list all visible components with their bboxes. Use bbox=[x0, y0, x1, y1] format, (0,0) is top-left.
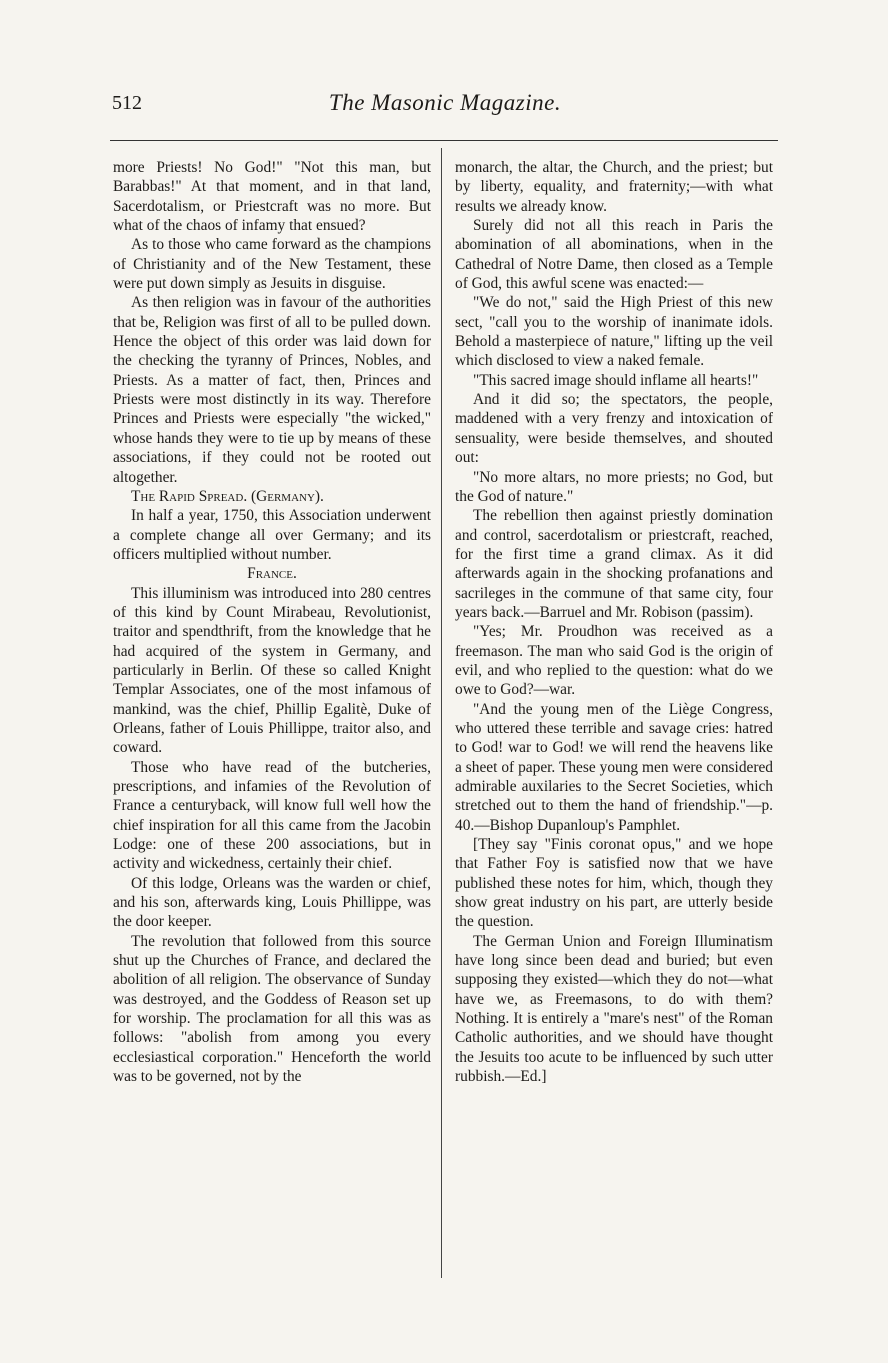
paragraph: more Priests! No God!" "Not this man, but Barabbas!" At that moment, and in that land, Sacerdotalism, or Priestcraft was no more. But what of the chaos of infamy that ensued? bbox=[113, 159, 431, 235]
paragraph: Those who have read of the butcheries, prescriptions, and infamies of the Revolution of France a centuryback, will know full well how the chief inspiration for all this came from the Jacobin Lodge: one of these 200 associations, but in activity and wickedness, certainly their chief. bbox=[113, 758, 431, 873]
paragraph: "This sacred image should inflame all hearts!" bbox=[473, 371, 759, 389]
column-divider bbox=[441, 148, 442, 1278]
paragraph: France. bbox=[247, 565, 297, 583]
paragraph: The Rapid Spread. (Germany). bbox=[131, 487, 324, 505]
left-column bbox=[113, 158, 431, 1087]
paragraph: In half a year, 1750, this Association underwent a complete change all over Germany; and its officers multiplied without number. bbox=[113, 507, 431, 563]
paragraph: "No more altars, no more priests; no God, but the God of nature." bbox=[455, 468, 773, 505]
paragraph: Of this lodge, Orleans was the warden or chief, and his son, afterwards king, Louis Phillippe, was the door keeper. bbox=[113, 874, 431, 931]
running-title: The Masonic Magazine. bbox=[328, 90, 562, 115]
paragraph: The German Union and Foreign Illuminatism have long since been dead and buried; but even supposing they existed—which they do not—what have we, as Freemasons, to do with them? Nothing. It is entirely a "mare's nest" of the Roman Catholic authorities, and we should have thought the Jesuits too acute to be influenced by such utter rubbish.—Ed.] bbox=[455, 932, 773, 1086]
paragraph: This illuminism was introduced into 280 centres of this kind by Count Mirabeau, Revolutionist, traitor and spendthrift, from the knowledge that he had acquired of the system in Germany, and particularly in Berlin. Of these so called Knight Templar Associates, one of the most infamous of mankind, was the chief, Phillip Egalitè, Duke of Orleans, father of Louis Phillippe, traitor also, and coward. bbox=[113, 584, 431, 757]
paragraph: The rebellion then against priestly domination and control, sacerdotalism or priestcraft, reached, for the first time a grand climax. As it did afterwards again in the shocking profanations and sacrileges in the commune of that same city, four years back.—Barruel and Mr. Robison (passim). bbox=[455, 507, 773, 621]
paragraph: monarch, the altar, the Church, and the priest; but by liberty, equality, and fraternity;—with what results we already know. bbox=[455, 159, 773, 215]
header-rule bbox=[110, 140, 778, 141]
page-header bbox=[112, 92, 778, 132]
paragraph: Surely did not all this reach in Paris the abomination of all abominations, when in the Cathedral of Notre Dame, then closed as a Temple of God, this awful scene was enacted:— bbox=[455, 217, 773, 293]
paragraph: And it did so; the spectators, the people, maddened with a very frenzy and intoxication of sensuality, were beside themselves, and shouted out: bbox=[455, 391, 773, 467]
right-column bbox=[455, 158, 773, 1087]
paragraph: The revolution that followed from this source shut up the Churches of France, and declared the abolition of all religion. The observance of Sunday was destroyed, and the Goddess of Reason set up for worship. The proclamation for all this was as follows: "abolish from among you every ecclesiastical corporation." Henceforth the world was to be governed, not by the bbox=[113, 932, 431, 1086]
paragraph: As then religion was in favour of the authorities that be, Religion was first of all to be pulled down. Hence the object of this order was laid down for the checking the tyranny of Princes, Nobles, and Priests. As a matter of fact, then, Princes and Priests were most distinctly in its way. Therefore Princes and Priests were especially "the wicked," whose hands they were to tie up by means of these associations, if they could not be rooted out altogether. bbox=[113, 294, 431, 486]
paragraph: "Yes; Mr. Proudhon was received as a freemason. The man who said God is the origin of evil, and who replied to the question: what do we owe to God?—war. bbox=[455, 623, 773, 699]
paragraph: As to those who came forward as the champions of Christianity and of the New Testament, these were put down simply as Jesuits in disguise. bbox=[113, 236, 431, 293]
paragraph: "And the young men of the Liège Congress, who uttered these terrible and savage cries: hatred to God! war to God! we will rend the heavens like a sheet of paper. These young men were considered admirable auxilaries to the Secret Societies, which stretched out to them the hand of friendship."—p. 40.—Bishop Dupanloup's Pamphlet. bbox=[455, 700, 773, 834]
paragraph: [They say "Finis coronat opus," and we hope that Father Foy is satisfied now that we have published these notes for him, which, though they show great industry on his part, are utterly beside the question. bbox=[455, 836, 773, 931]
paragraph: "We do not," said the High Priest of this new sect, "call you to the worship of inanimate idols. Behold a masterpiece of nature," lifting up the veil which disclosed to view a naked female. bbox=[455, 294, 773, 370]
page-number: 512 bbox=[112, 92, 142, 114]
